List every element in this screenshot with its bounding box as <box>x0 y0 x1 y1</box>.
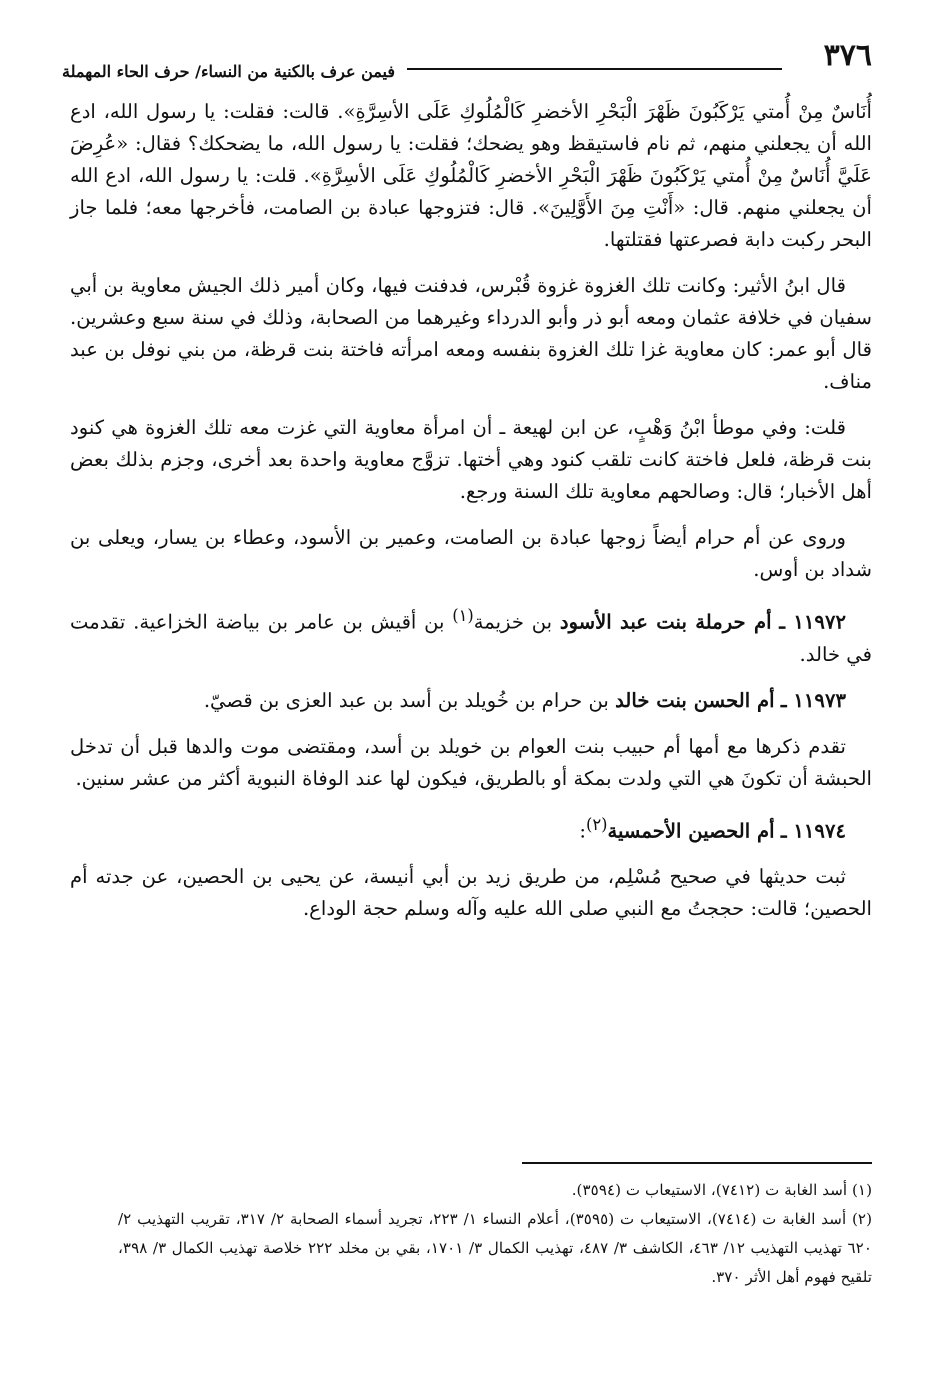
footnote-ref[interactable]: (٢) <box>585 814 608 834</box>
entry-lineage: بن خزيمة <box>473 610 553 634</box>
paragraph: تقدم ذكرها مع أمها أم حبيب بنت العوام بن خويلد بن أسد، ومقتضى موت والدها قبل أن تدخل الحبشة أن تكونَ هي التي ولدت بمكة أو بالطريق، فيكون لها عند الوفاة النبوية أكثر من عشر سنين. <box>70 734 872 790</box>
entry-name: أم الحسن بنت خالد <box>615 688 775 712</box>
page-header <box>62 38 872 80</box>
footnote-ref[interactable]: (١) <box>452 606 474 625</box>
paragraph: أُنَاسٌ مِنْ أُمتي يَرْكَبُونَ ظَهْرَ الْبَحْرِ الأخضرِ كَالْمُلُوكِ عَلَى الأسِرَّةِ». قالت: فقلت: يا رسول الله، ادع الله أن يجعلني منهم، ثم نام فاستيقظ وهو يضحك؛ فقلت: يا رسول الله، ما يضحكك؟ فقال: «عُرِضَ عَلَيَّ أُنَاسٌ مِنْ أُمتي يَرْكَبُونَ ظَهْرَ الْبَحْرِ الأخضرِ كَالْمُلُوكِ عَلَى الأسِرَّةِ». قلت: يا رسول الله، ادع الله أن يجعلني منهم. قال: «أَنْتِ مِنَ الأَوَّلِينَ». قال: فتزوجها عبادة بن الصامت، فأخرجها معه؛ فلما جاز البحر ركبت دابة فصرعتها فقتلتها. <box>70 100 872 251</box>
footnote-2: (٢) أسد الغابة ت (٧٤١٤)، الاستيعاب ت (٣٥٩٥)، أعلام النساء ١/ ٢٢٣، تجريد أسماء الصحابة ٢/ ٣١٧، تقريب التهذيب ٢/ ٦٢٠ تهذيب التهذيب ١٢/ ٤٦٣، الكاشف ٣/ ٤٨٧، تهذيب الكمال ٣/ ١٧٠١، بقي بن مخلد ٢٢٢ خلاصة تهذيب الكمال ٣/ ٣٩٨، تلقيح فهوم أهل الأثر ٣٧٠. <box>118 1210 873 1286</box>
footnotes <box>118 1176 872 1292</box>
entry-11973 <box>70 685 872 717</box>
entry-name: أم الحصين الأحمسية <box>607 819 775 843</box>
entry-tail: بن أقيش بن عامر بن بياضة الخزاعية. تقدمت في خالد. <box>70 610 872 666</box>
entry-tail: : <box>579 819 586 843</box>
paragraph: ثبت حديثها في صحيح مُسْلِم، من طريق زيد بن أبي أنيسة، عن يحيى بن الحصين، عن جدته أم الحصين؛ قالت: حججتُ مع النبي صلى الله عليه وآله وسلم حجة الوداع. <box>70 865 872 921</box>
entry-name: أم حرملة بنت عبد الأسود <box>559 610 772 634</box>
footnote-separator <box>522 1162 872 1164</box>
paragraph: وروى عن أم حرام أيضاً زوجها عبادة بن الصامت، وعمير بن الأسود، وعطاء بن يسار، ويعلى بن شداد بن أوس. <box>70 526 872 581</box>
page-number: ٣٧٦ <box>823 38 872 73</box>
entry-number: ١١٩٧٢ ـ <box>779 610 846 634</box>
main-text <box>70 96 872 939</box>
footnote-1: (١) أسد الغابة ت (٧٤١٢)، الاستيعاب ت (٣٥٩٤). <box>571 1181 872 1199</box>
running-title: فيمن عرف بالكنية من النساء/ حرف الحاء المهملة <box>62 62 395 81</box>
entry-11972 <box>70 600 872 671</box>
paragraph: قلت: وفي موطأ ابْنُ وَهْبٍ، عن ابن لهيعة ـ أن امرأة معاوية التي غزت معه تلك الغزوة هي كنود بنت قرظة، فلعل فاختة كانت تلقب كنود وهي أختها. تزوَّج معاوية واحدة بعد أخرى، وجزم بذلك بعض أهل الأخبار؛ قال: وصالحهم معاوية تلك السنة ورجع. <box>70 416 872 503</box>
entry-number: ١١٩٧٣ ـ <box>780 688 846 712</box>
entry-lineage: بن حرام بن خُويلد بن أسد بن عبد العزى بن قصيّ. <box>203 688 609 712</box>
header-rule <box>407 68 782 70</box>
entry-11974 <box>70 809 872 848</box>
paragraph: قال ابنُ الأثير: وكانت تلك الغزوة غزوة قُبْرس، فدفنت فيها، وكان أمير ذلك الجيش معاوية بن أبي سفيان في خلافة عثمان ومعه أبو ذر وأبو الدرداء وغيرهما من الصحابة، وذلك في سنة سبع وعشرين. قال أبو عمر: كان معاوية غزا تلك الغزوة بنفسه ومعه امرأته فاختة بنت قرظة، من بني نوفل بن عبد مناف. <box>70 274 872 393</box>
entry-number: ١١٩٧٤ ـ <box>780 819 846 843</box>
